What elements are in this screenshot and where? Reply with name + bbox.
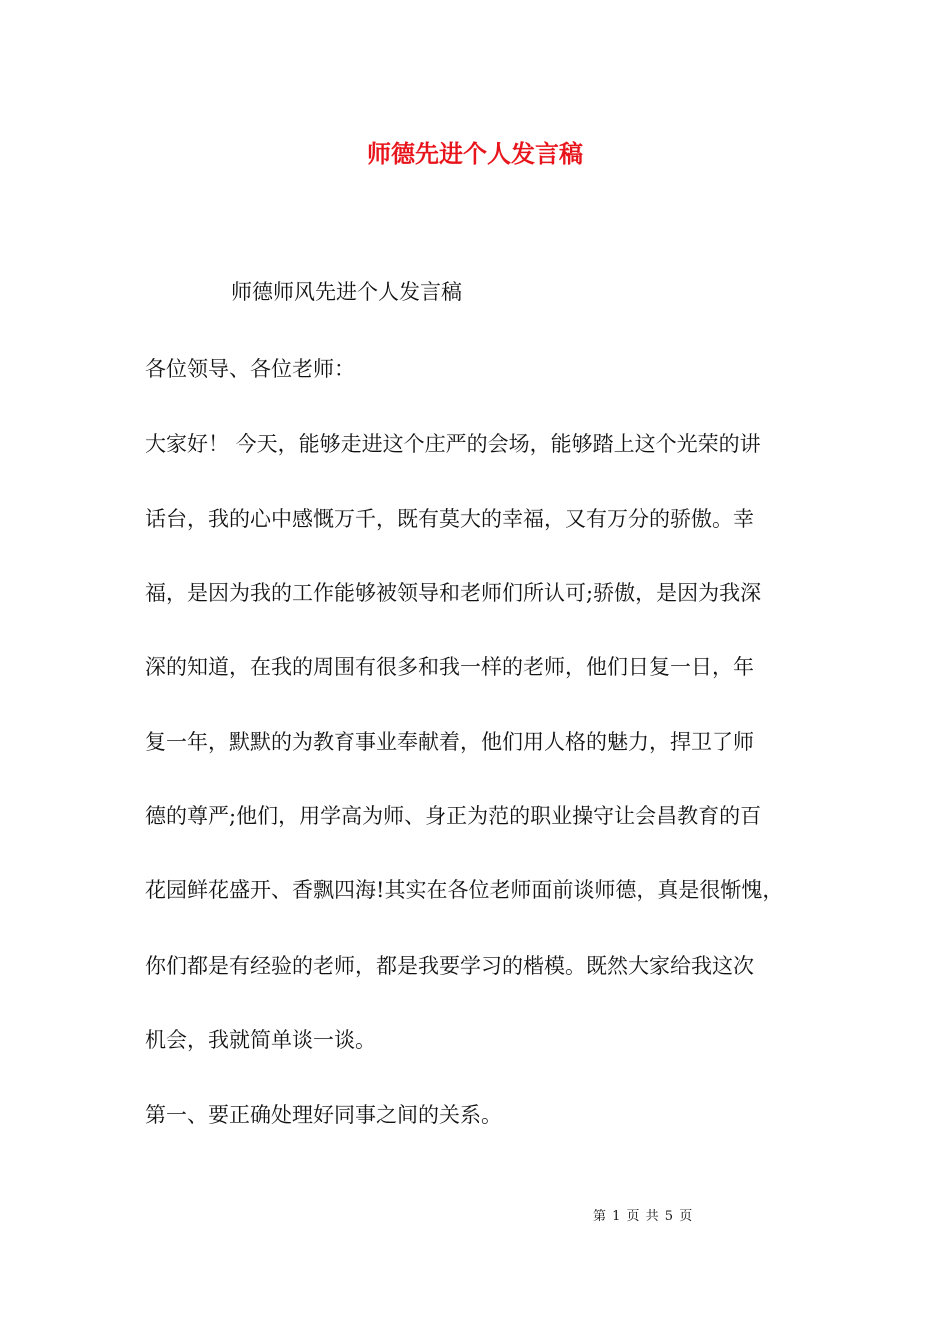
- salutation-line: 各位领导、各位老师：: [145, 357, 355, 381]
- body-line-6: 德的尊严;他们，用学高为师、身正为范的职业操守让会昌教育的百: [145, 804, 762, 828]
- body-line-3: 福，是因为我的工作能够被领导和老师们所认可;骄傲，是因为我深: [145, 581, 762, 605]
- section-heading-1: 第一、要正确处理好同事之间的关系。: [145, 1103, 502, 1127]
- body-line-4: 深的知道，在我的周围有很多和我一样的老师，他们日复一日，年: [145, 655, 754, 679]
- body-line-9: 机会，我就简单谈一谈。: [145, 1028, 376, 1052]
- page-number: 第 1 页 共 5 页: [593, 1209, 694, 1224]
- document-title: 师德先进个人发言稿: [367, 139, 583, 168]
- document-subtitle: 师德师风先进个人发言稿: [231, 280, 462, 304]
- body-line-1: 大家好！ 今天，能够走进这个庄严的会场，能够踏上这个光荣的讲: [145, 432, 761, 456]
- body-line-2: 话台，我的心中感慨万千，既有莫大的幸福，又有万分的骄傲。幸: [145, 507, 754, 531]
- body-line-7: 花园鲜花盛开、香飘四海!其实在各位老师面前谈师德，真是很惭愧，: [145, 878, 784, 902]
- body-line-8: 你们都是有经验的老师，都是我要学习的楷模。既然大家给我这次: [145, 954, 754, 978]
- body-line-5: 复一年，默默的为教育事业奉献着，他们用人格的魅力，捍卫了师: [145, 730, 754, 754]
